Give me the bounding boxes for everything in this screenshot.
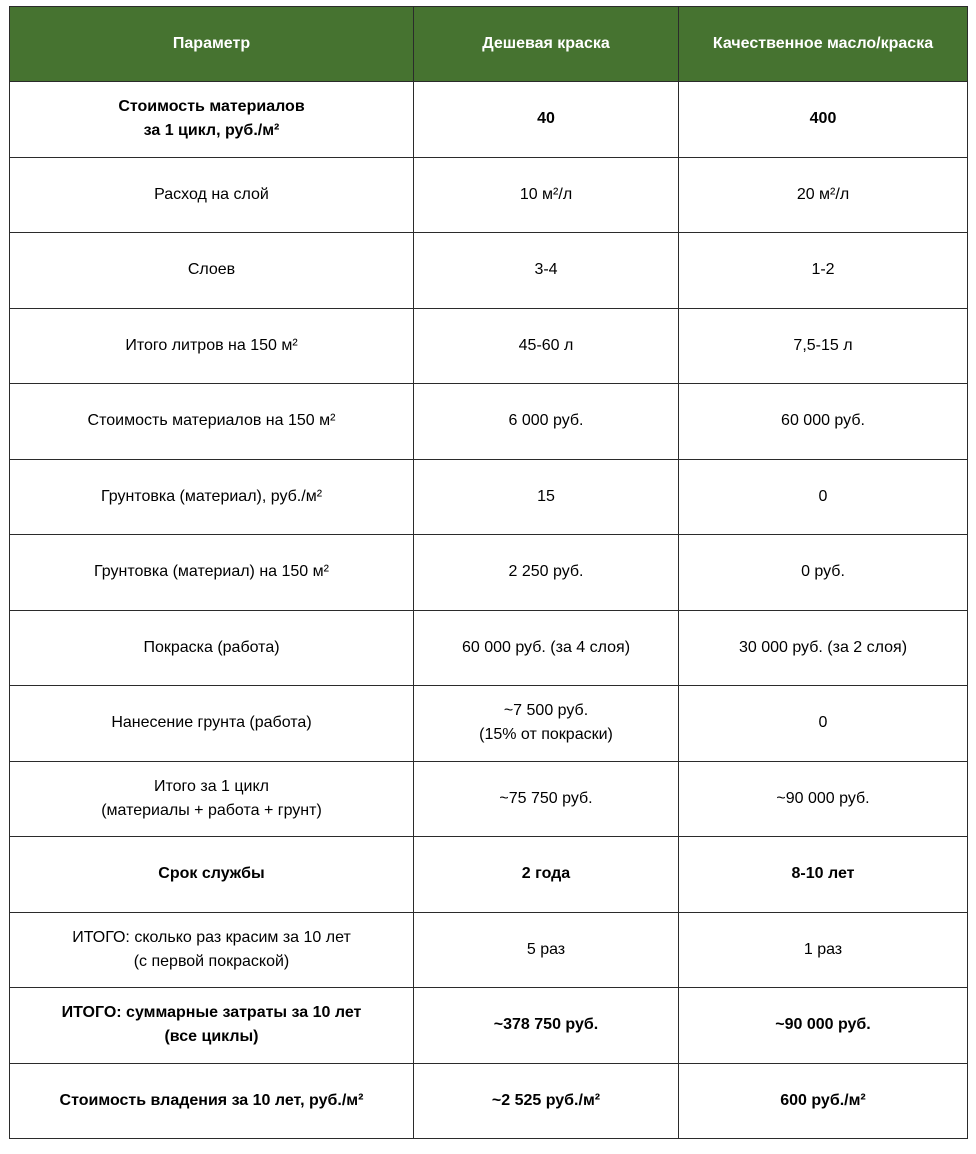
cell-quality-oil-paint: 0 — [679, 686, 968, 762]
cell-parameter: Стоимость владения за 10 лет, руб./м² — [10, 1063, 414, 1139]
header-quality-oil-paint: Качественное масло/краска — [679, 7, 968, 82]
table-row — [10, 82, 968, 158]
cell-quality-oil-paint: ~90 000 руб. — [679, 988, 968, 1064]
header-cheap-paint: Дешевая краска — [414, 7, 679, 82]
cell-quality-oil-paint: 0 — [679, 459, 968, 535]
cell-parameter: ИТОГО: сколько раз красим за 10 лет (с первой покраской) — [10, 912, 414, 988]
cell-parameter: Слоев — [10, 233, 414, 309]
cell-cheap-paint: 45-60 л — [414, 308, 679, 384]
table-row — [10, 912, 968, 988]
cell-cheap-paint: ~7 500 руб. (15% от покраски) — [414, 686, 679, 762]
cell-cheap-paint: 40 — [414, 82, 679, 158]
table-body — [10, 82, 968, 1139]
table-row — [10, 535, 968, 611]
cell-quality-oil-paint: 8-10 лет — [679, 837, 968, 913]
cell-quality-oil-paint: 0 руб. — [679, 535, 968, 611]
cell-cheap-paint: 15 — [414, 459, 679, 535]
table-row — [10, 988, 968, 1064]
table-row — [10, 837, 968, 913]
cell-parameter: Стоимость материалов за 1 цикл, руб./м² — [10, 82, 414, 158]
cell-cheap-paint: 2 года — [414, 837, 679, 913]
cell-quality-oil-paint: ~90 000 руб. — [679, 761, 968, 837]
cell-quality-oil-paint: 1 раз — [679, 912, 968, 988]
cell-parameter: Нанесение грунта (работа) — [10, 686, 414, 762]
header-row — [10, 7, 968, 82]
cell-cheap-paint: ~378 750 руб. — [414, 988, 679, 1064]
table-row — [10, 459, 968, 535]
cell-cheap-paint: 3-4 — [414, 233, 679, 309]
cell-quality-oil-paint: 30 000 руб. (за 2 слоя) — [679, 610, 968, 686]
table-row — [10, 1063, 968, 1139]
cell-cheap-paint: 2 250 руб. — [414, 535, 679, 611]
cell-parameter: Стоимость материалов на 150 м² — [10, 384, 414, 460]
cell-quality-oil-paint: 20 м²/л — [679, 157, 968, 233]
table-row — [10, 308, 968, 384]
cell-parameter: Грунтовка (материал), руб./м² — [10, 459, 414, 535]
cell-parameter: ИТОГО: суммарные затраты за 10 лет (все циклы) — [10, 988, 414, 1064]
cell-quality-oil-paint: 60 000 руб. — [679, 384, 968, 460]
table-row — [10, 157, 968, 233]
table-row — [10, 761, 968, 837]
table-row — [10, 610, 968, 686]
table-row — [10, 233, 968, 309]
table-row — [10, 384, 968, 460]
cell-cheap-paint: ~2 525 руб./м² — [414, 1063, 679, 1139]
cell-quality-oil-paint: 7,5-15 л — [679, 308, 968, 384]
cell-parameter: Расход на слой — [10, 157, 414, 233]
cell-parameter: Итого литров на 150 м² — [10, 308, 414, 384]
comparison-table — [9, 6, 968, 1139]
cell-quality-oil-paint: 400 — [679, 82, 968, 158]
cell-parameter: Покраска (работа) — [10, 610, 414, 686]
table-row — [10, 686, 968, 762]
cell-quality-oil-paint: 1-2 — [679, 233, 968, 309]
cell-cheap-paint: ~75 750 руб. — [414, 761, 679, 837]
cell-quality-oil-paint: 600 руб./м² — [679, 1063, 968, 1139]
cell-parameter: Итого за 1 цикл (материалы + работа + грунт) — [10, 761, 414, 837]
cell-cheap-paint: 10 м²/л — [414, 157, 679, 233]
cell-parameter: Срок службы — [10, 837, 414, 913]
cell-parameter: Грунтовка (материал) на 150 м² — [10, 535, 414, 611]
cell-cheap-paint: 5 раз — [414, 912, 679, 988]
header-parameter: Параметр — [10, 7, 414, 82]
cell-cheap-paint: 6 000 руб. — [414, 384, 679, 460]
cell-cheap-paint: 60 000 руб. (за 4 слоя) — [414, 610, 679, 686]
